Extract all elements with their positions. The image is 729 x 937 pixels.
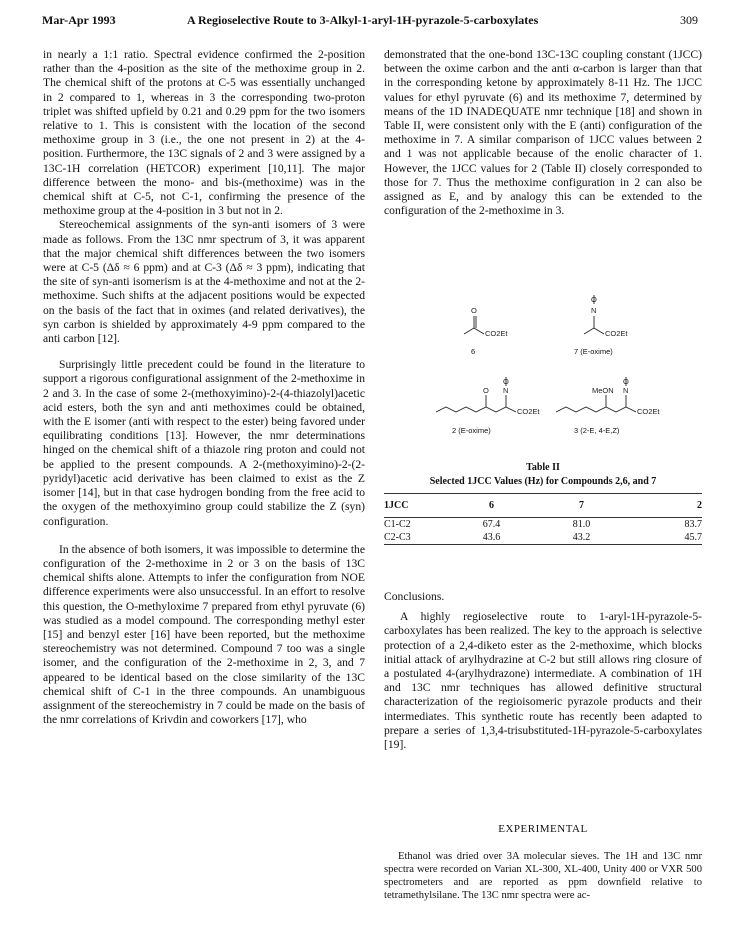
compound-label: 2 (E-oxime) — [452, 426, 491, 435]
page-number: 309 — [680, 13, 698, 27]
atom-label: O — [471, 306, 477, 315]
paragraph: Surprisingly little precedent could be found in the literature to support a rigorous configurational assignment of the 2-methoxime in 2 and 3. In the case of some 2-(methoxyimino)-2-(4-thiazolyl)acetic acid esters, both the syn and anti methoximes could be obtained, with the E isomer (anti with respect to the ester) being favored under equilibrating conditions [13]. However, the nmr determinations hinged on the chemical shift of a thiazole ring proton and could not be applied to the present compounds. A 2-(methoxyimino)-2-(2-pyridyl)acetic acid derivative has been claimed to exist as the Z isomer [14], but in that case hydrogen bonding from the free acid to the oxygen of the methoxyimino group could stabilize the Z (syn) configuration. — [43, 358, 365, 528]
column-header: 1JCC — [384, 500, 409, 511]
compound-label: 7 (E-oxime) — [574, 347, 613, 356]
column-header: 7 — [579, 500, 584, 511]
column-header: 6 — [489, 500, 494, 511]
table-cell: 43.2 — [572, 532, 591, 543]
table-cell: C2-C3 — [384, 532, 411, 543]
atom-label: O — [483, 386, 489, 395]
table-row — [384, 518, 702, 532]
atom-label: O — [623, 377, 629, 386]
left-column — [43, 48, 365, 727]
table-cell: 67.4 — [482, 519, 501, 530]
structures-figure — [384, 283, 702, 468]
section-heading: EXPERIMENTAL — [498, 823, 588, 835]
table-cell: 81.0 — [572, 519, 591, 530]
table-cell: 45.7 — [684, 532, 702, 543]
table-cell: C1-C2 — [384, 519, 411, 530]
jcc-table — [384, 493, 702, 545]
table-cell: 43.6 — [482, 532, 501, 543]
paragraph: In the absence of both isomers, it was impossible to determine the configuration of the 2-methoxime in 2 or 3 on the basis of 13C chemical shifts alone. Attempts to infer the configuration from NOE difference experiments were also unsuccessful. In an effort to resolve this question, the O-methyloxime 7 prepared from ethyl pyruvate (6) was studied as a model compound. The corresponding methyl ester [15] and benzyl ester [16] have been reported, but the methoxime stereochemistry was not determined. Compound 7 too was a single isomer, and the configuration of the 2-methoxime in 2, 3, and 7 appeared to be identical based on the close similarity of the 13C chemical shift of C-1 in the three compounds. An unambiguous assignment of the stereochemistry in 7 could be made on the basis of the nmr correlations of Krivdin and coworkers [17], who — [43, 542, 365, 727]
atom-label: O — [503, 377, 509, 386]
group-label: CO2Et — [605, 329, 628, 338]
right-column — [384, 48, 702, 218]
paragraph: A highly regioselective route to 1-aryl-1H-pyrazole-5-carboxylates has been realized. The key to the approach is selective protection of a 2,4-diketo ester as the 2-methoxime, which blocks initial attack of arylhydrazine at C-2 but still allows ring closure of a postulated 4-(arylhydrazone) intermediate. A combination of 1H and 13C nmr techniques has allowed definitive structural characterization of the regioisomeric pyrazole products and their intermediates. This synthetic route has recently been adapted to prepare a series of 1,3,4-trisubstituted-1H-pyrazole-5-carboxylates [19]. — [384, 610, 702, 752]
running-header — [42, 13, 698, 33]
group-label: CO2Et — [485, 329, 508, 338]
paragraph: in nearly a 1:1 ratio. Spectral evidence confirmed the 2-position rather than the 4-position as the site of the methoxime group in 2. The chemical shift of the protons at C-5 was essentially unchanged in 2 compared to 1, whereas in 3 the corresponding two-proton triplet was shifted upfield by 0.21 and 0.29 ppm for the two isomers relative to 1. This is consistent with the location of the second methoxime group in 3 (i.e., the one not present in 2) at the 4-position. Furthermore, the 13C signals of 2 and 3 were assigned by a 13C-1H correlation (HETCOR) experiment [10,11]. The major difference between the mono- and bis-(methoxime) was in the chemical shift at C-5, not C-1, confirming the presence of the methoxime group at the 4-position in 3 but not in 2. — [43, 48, 365, 218]
group-label: CO2Et — [517, 407, 540, 416]
atom-label: O — [591, 295, 597, 304]
journal-date: Mar-Apr 1993 — [42, 13, 116, 27]
group-label: CO2Et — [637, 407, 660, 416]
running-title: A Regioselective Route to 3-Alkyl-1-aryl-1H-pyrazole-5-carboxylates — [187, 13, 539, 27]
compound-label: 3 (2-E, 4-E,Z) — [574, 426, 620, 435]
column-header: 2 — [697, 500, 702, 511]
paragraph: demonstrated that the one-bond 13C-13C coupling constant (1JCC) between the oxime carbon and the anti α-carbon is larger than that in the corresponding ketone by approximately 8-11 Hz. The 1JCC values for ethyl pyruvate (6) and its methoxime 7, determined by means of the 1D INADEQUATE nmr technique [18] and shown in Table II, were consistent only with the E (anti) configuration of the methoxime in 7. A similar comparison of 1JCC values between 2 and 1 was not applicable because of the enolic character of 1. However, the 1JCC values for 2 (Table II) closely corresponded to those for 7. Thus the methoxime configuration in 2 can also be assigned as E, and by analogy this can be extended to the configuration of the 2-methoxime in 3. — [384, 48, 702, 218]
atom-label: N — [591, 306, 597, 315]
atom-label: N — [503, 386, 509, 395]
chemical-structures — [384, 283, 702, 468]
section-heading: Conclusions. — [384, 590, 445, 603]
compound-label: 6 — [471, 347, 476, 356]
table-row — [384, 531, 702, 545]
atom-label: N — [623, 386, 629, 395]
table-ii — [384, 462, 702, 545]
table-title: Table II — [526, 462, 560, 473]
conclusions-section — [384, 590, 702, 752]
table-cell: 83.7 — [684, 519, 702, 530]
table-header-row — [384, 494, 702, 518]
paragraph: Stereochemical assignments of the syn-anti isomers of 3 were made as follows. From the 13C nmr spectrum of 3, it was apparent that the major chemical shift differences between the two isomers were at C-5 (Δδ ≈ 6 ppm) and at C-3 (Δδ ≈ 3 ppm), indicating that the site of syn-anti isomerism is at the 4-methoxime and not at the 2-methoxime. Such shifts at the adjacent positions would be expected on the basis of the fact that in oximes (and related derivatives), the syn carbon is shielded by approximately 4-9 ppm compared to the anti carbon [12]. — [43, 218, 365, 346]
group-label: MeON — [592, 386, 614, 395]
experimental-section — [384, 823, 702, 902]
paragraph: Ethanol was dried over 3A molecular sieves. The 1H and 13C nmr spectra were recorded on Varian XL-300, XL-400, Unity 400 or VXR 500 spectrometers and are reported as ppm downfield relative to tetramethylsilane. The 13C nmr spectra were ac- — [384, 851, 702, 901]
table-subtitle: Selected 1JCC Values (Hz) for Compounds 2,6, and 7 — [429, 476, 657, 487]
